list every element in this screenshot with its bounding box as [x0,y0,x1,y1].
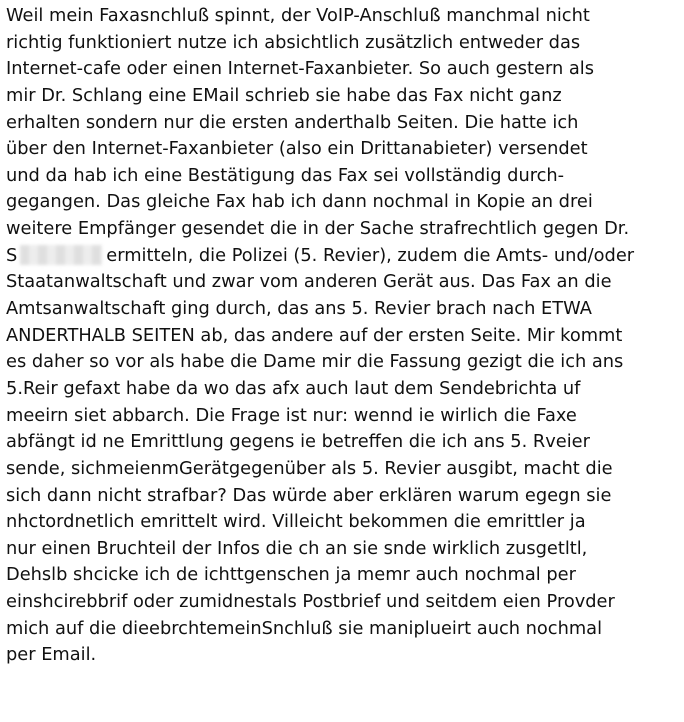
text-line-18: sende, sichmeienmGerätgegenüber als 5. Revier ausgibt, macht die [6,457,613,479]
text-line-13: ANDERTHALB SEITEN ab, das andere auf der ersten Seite. Mir kommt [6,324,623,346]
text-line-26 [6,669,682,696]
text-line-11: Staatanwaltschaft und zwar vom anderen Gerät aus. Das Fax an die [6,271,612,293]
redacted-line-prefix: S [6,244,18,266]
redacted-name-blur [20,245,102,265]
text-line-23: einshcirebbrif oder zumidnestals Postbrief und seitdem eien Provder [6,591,615,613]
text-line-21: nur einen Bruchteil der Infos die ch an sie snde wirklich zusgetltl, [6,537,588,559]
text-line-16: meeirn siet abbarch. Die Frage ist nur: wennd ie wirlich die Faxe [6,404,577,426]
text-line-4: mir Dr. Schlang eine EMail schrieb sie habe das Fax nicht ganz [6,84,562,106]
redacted-line-suffix: ermitteln, die Polizei (5. Revier), zudem die Amts- und/oder [106,244,635,266]
text-line-7: und da hab ich eine Bestätigung das Fax sei vollständig durch- [6,164,565,186]
text-line-9: weitere Empfänger gesendet die in der Sache strafrechtlich gegen Dr. [6,218,630,240]
text-line-2: richtig funktioniert nutze ich absichtlich zusätzlich entweder das [6,31,581,53]
text-line-24: mich auf die dieebrchtemeinSnchluß sie maniplueirt auch nochmal [6,617,603,639]
text-line-1: Weil mein Faxasnchluß spinnt, der VoIP-Anschluß manchmal nicht [6,5,590,26]
text-line-22: Dehslb shcicke ich de ichttgenschen ja memr auch nochmal per [6,564,576,586]
document-text [6,3,682,722]
text-line-27 [6,696,682,722]
text-line-14: es daher so vor als habe die Dame mir die Fassung gezigt die ich ans [6,351,624,373]
text-line-12: Amtsanwaltschaft ging durch, das ans 5. Revier brach nach ETWA [6,298,592,320]
text-line-17: abfängt id ne Emrittlung gegens ie betreffen die ich ans 5. Rveier [6,431,590,453]
text-line-19: sich dann nicht strafbar? Das würde aber erklären warum egegn sie [6,484,612,506]
text-line-5: erhalten sondern nur die ersten anderthalb Seiten. Die hatte ich [6,111,579,133]
text-line-20: nhctordnetlich emrittelt wird. Villeicht bekommen die emrittler ja [6,511,586,533]
text-line-10-redacted [6,243,682,270]
text-line-15: 5.Reir gefaxt habe da wo das afx auch laut dem Sendebrichta uf [6,377,581,399]
text-line-6: über den Internet-Faxanbieter (also ein Drittanabieter) versendet [6,138,588,160]
text-line-3: Internet-cafe oder einen Internet-Faxanbieter. So auch gestern als [6,58,594,80]
text-line-25: per Email. [6,644,97,666]
text-line-8: gegangen. Das gleiche Fax hab ich dann nochmal in Kopie an drei [6,191,593,213]
